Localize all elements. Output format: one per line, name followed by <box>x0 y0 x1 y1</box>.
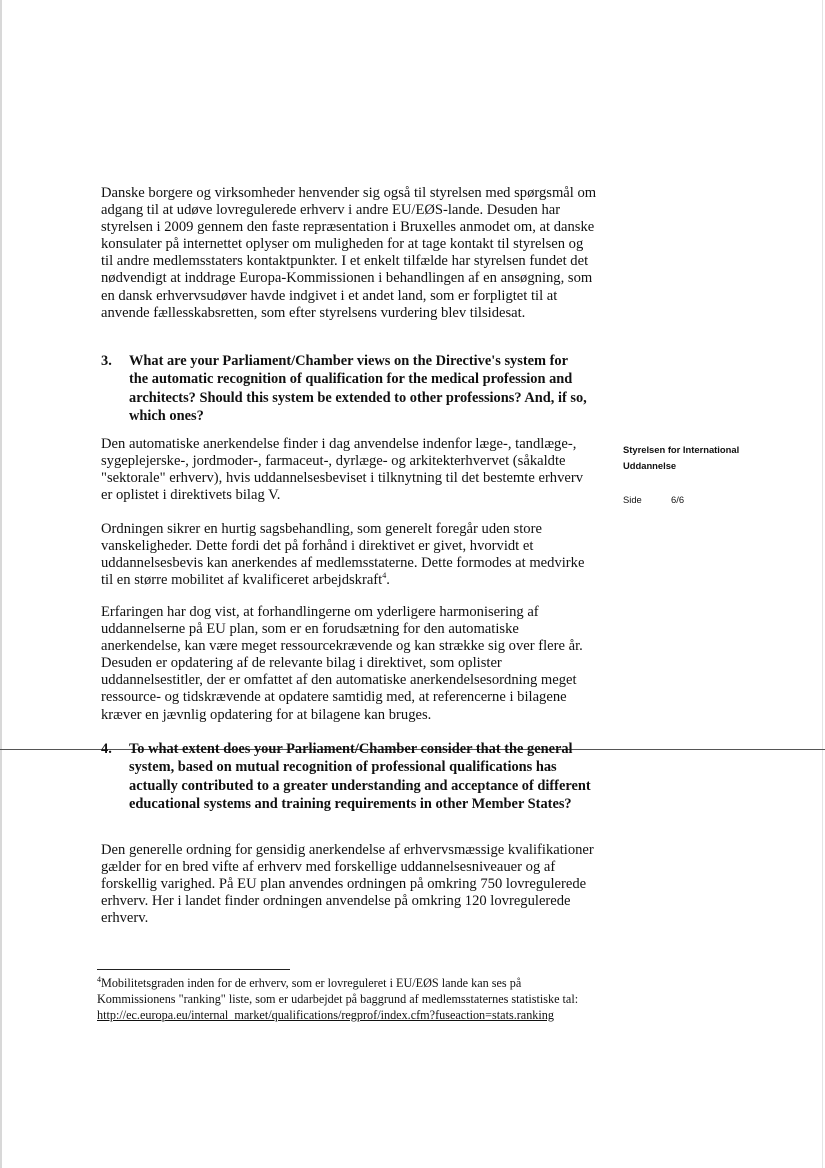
footnote-marker: 4 <box>97 974 101 984</box>
paragraph-procedure-end: . <box>386 572 390 589</box>
question-4-rest: system, based on mutual recognition of professional qualifications has actually contributed to a greater understanding and acceptance of different educational systems and training requirements in other Member States? <box>129 759 591 812</box>
paragraph-experience: Erfaringen har dog vist, at forhandlingerne om yderligere harmonisering af uddannelserne på EU plan, som er en forudsætning for den automatiske anerkendelse, kan være meget ressourcekrævende og kan strække sig over flere år. Desuden er opdatering af de relevante bilag i direktivet, som oplister uddannelsestitler, der er omfattet af den automatiske anerkendelsesordning meget ressource- og tidskrævende at opdatere samtidig med, at referencerne i bilagene kræver en jævnlig opdatering for at bilagene kan bruges. <box>101 604 583 723</box>
page-number: 6/6 <box>671 494 685 505</box>
footnote-reference[interactable]: 4 <box>382 571 387 581</box>
paragraph-procedure <box>101 521 597 589</box>
question-3-first-line: What are your Parliament/Chamber views on the Directive's system for <box>129 353 568 369</box>
paragraph-procedure-text: Ordningen sikrer en hurtig sagsbehandling, som generelt foregår uden store vanskeligheder. Dette fordi det på forhånd i direktivet er givet, hvorvidt et uddannelsesbevis kan anerkendes af medlemsstaterne. Dette formodes at medvirke til en større mobilitet af kvalificeret arbejdskraft <box>101 521 585 589</box>
question-3-number: 3. <box>101 353 112 369</box>
page-indicator <box>623 494 684 505</box>
paragraph-general-system: Den generelle ordning for gensidig anerkendelse af erhvervsmæssige kvalifikationer gælder for en bred vifte af erhverv med forskellige uddannelsesniveauer og af forskellig varighed. På EU plan anvendes ordningen på omkring 750 lovregulerede erhverv. Her i landet finder ordningen anvendelse på omkring 120 lovregulerede erhverv. <box>101 842 594 927</box>
question-4-first-line: To what extent does your Parliament/Chamber consider that the general <box>129 741 573 757</box>
footnote-separator <box>97 969 290 970</box>
question-4-heading <box>101 740 597 813</box>
scan-edge-left <box>0 0 2 1168</box>
page-label: Side <box>623 494 642 505</box>
scan-edge-right <box>822 0 823 1168</box>
question-4-number: 4. <box>101 741 112 757</box>
agency-name-line2: Uddannelse <box>623 460 677 471</box>
agency-name <box>623 442 739 474</box>
paragraph-inquiries: Danske borgere og virksomheder henvender sig også til styrelsen med spørgsmål om adgang til at udøve lovregulerede erhverv i andre EU/EØS-lande. Desuden har styrelsen i 2009 gennem den faste repræsentation i Bruxelles anmodet om, at danske konsulater på internettet oplyser om muligheden for at tage kontakt til styrelsen og til andre medlemsstaters kontaktpunkter. I et enkelt tilfælde har styrelsen fundet det nødvendigt at inddrage Europa-Kommissionen i behandlingen af en ansøgning, som en dansk erhvervsudøver havde indgivet i et andet land, som er forpligtet til at anvende fællesskabsretten, som efter styrelsens vurdering blev tilsidesat. <box>101 185 597 321</box>
paragraph-automatic-recognition: Den automatiske anerkendelse finder i dag anvendelse indenfor læge-, tandlæge-, sygeplejerske-, jordmoder-, farmaceut-, dyrlæge- og arkitekterhvervet (såkaldte "sektorale" erhverv), hvis uddannelsesbeviset i tilknytning til det bestemte erhverv er oplistet i direktivets bilag V. <box>101 436 584 504</box>
question-3-heading <box>101 352 597 425</box>
footnote-link[interactable]: http://ec.europa.eu/internal_market/qualifications/regprof/index.cfm?fuseaction=stats.ranking <box>97 1008 554 1022</box>
footnote <box>97 975 592 1023</box>
question-3-rest: the automatic recognition of qualification for the medical profession and architects? Should this system be extended to other professions? And, if so, which ones? <box>129 371 587 424</box>
footnote-text: Mobilitetsgraden inden for de erhverv, som er lovreguleret i EU/EØS lande kan ses på Kommissionens "ranking" liste, som er udarbejdet på baggrund af medlemsstaternes statistiske tal: <box>97 976 579 1006</box>
agency-name-line1: Styrelsen for International <box>623 444 740 455</box>
